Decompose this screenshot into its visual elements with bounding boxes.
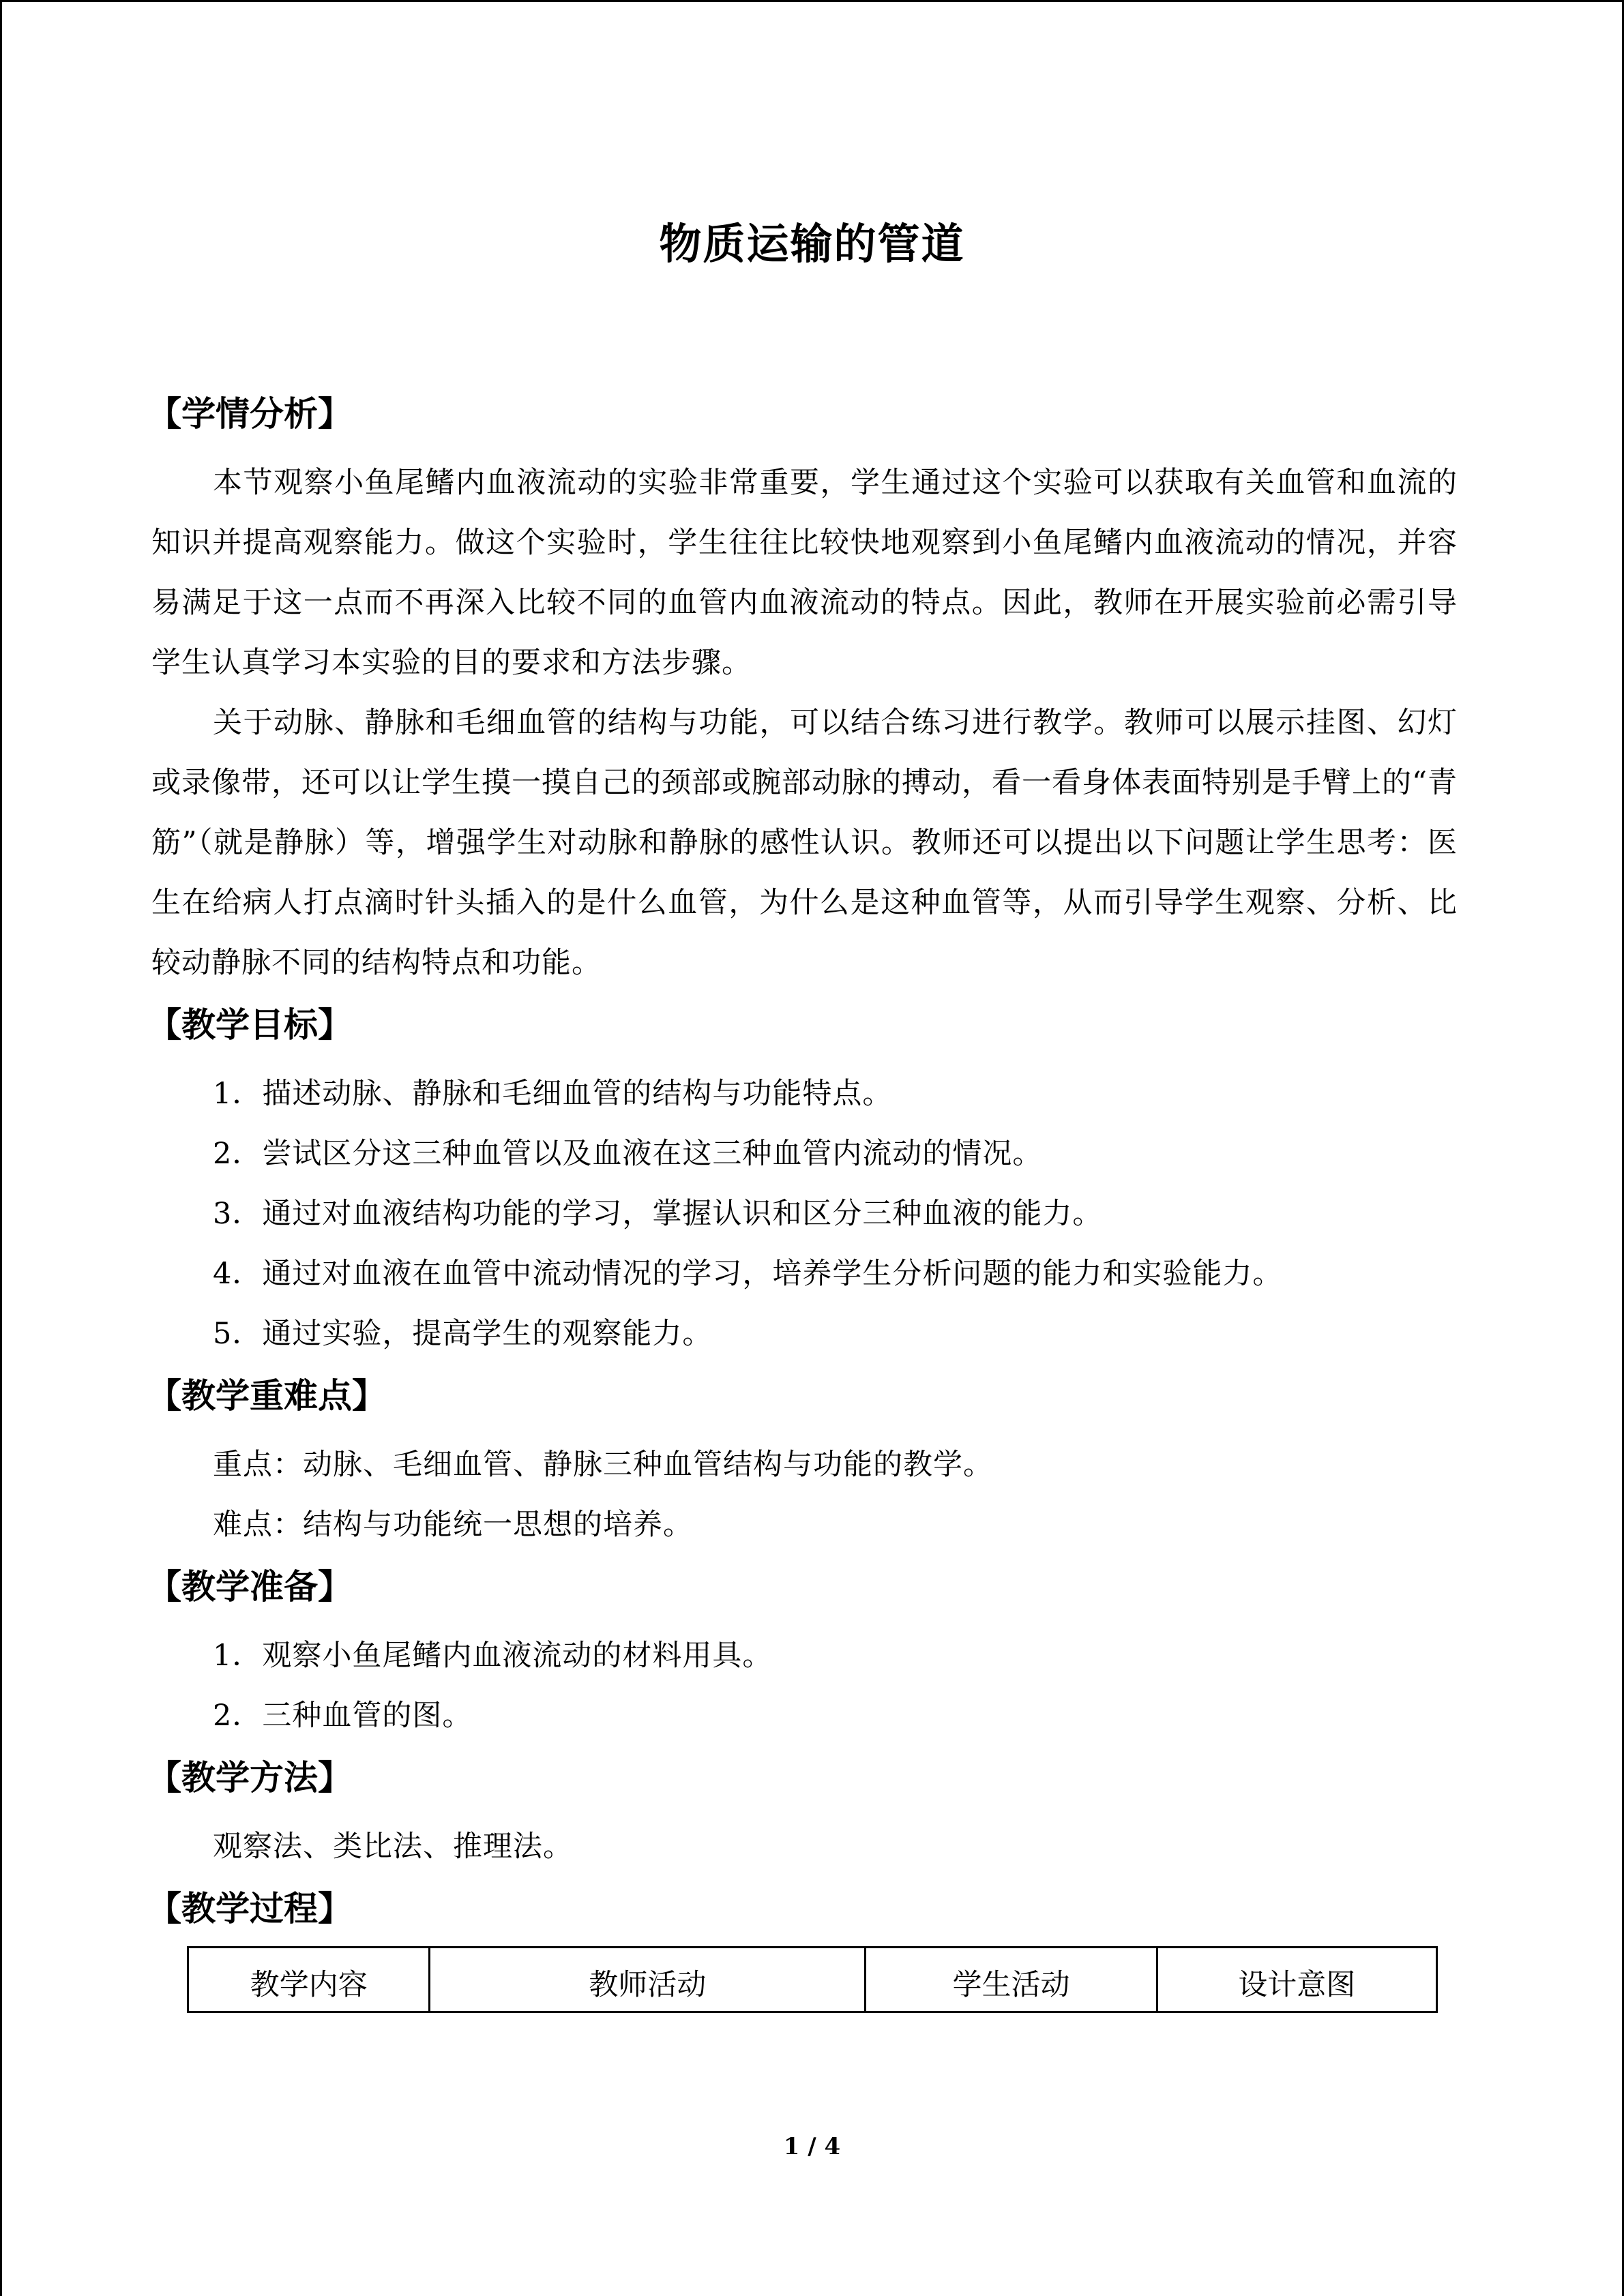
objective-item: 4．通过对血液在血管中流动情况的学习，培养学生分析问题的能力和实验能力。 bbox=[213, 1257, 1283, 1291]
objective-item: 5．通过实验，提高学生的观察能力。 bbox=[213, 1317, 713, 1351]
section-heading-situation: 【学情分析】 bbox=[147, 394, 352, 434]
document-body bbox=[147, 382, 1458, 2013]
section-heading-key-points: 【教学重难点】 bbox=[147, 1376, 386, 1416]
preparation-item: 1．观察小鱼尾鳍内血液流动的材料用具。 bbox=[213, 1639, 773, 1673]
page-border-top bbox=[0, 0, 1624, 2]
section-heading-preparation: 【教学准备】 bbox=[147, 1567, 352, 1607]
table-header-content: 教学内容 bbox=[188, 1948, 430, 2012]
page-border-left bbox=[0, 0, 2, 2296]
process-table bbox=[187, 1946, 1438, 2013]
section-heading-process: 【教学过程】 bbox=[147, 1889, 352, 1928]
table-header-student: 学生活动 bbox=[866, 1948, 1157, 2012]
key-point-item: 难点：结构与功能统一思想的培养。 bbox=[213, 1508, 693, 1542]
table-header-intent: 设计意图 bbox=[1157, 1948, 1436, 2012]
page-number: 1 / 4 bbox=[783, 2133, 841, 2160]
objective-item: 3．通过对血液结构功能的学习，掌握认识和区分三种血液的能力。 bbox=[213, 1197, 1103, 1231]
key-point-item: 重点：动脉、毛细血管、静脉三种血管结构与功能的教学。 bbox=[213, 1448, 993, 1482]
section-heading-methods: 【教学方法】 bbox=[147, 1758, 352, 1798]
table-header-row bbox=[188, 1948, 1437, 2012]
section-heading-objectives: 【教学目标】 bbox=[147, 1005, 352, 1045]
objective-item: 1．描述动脉、静脉和毛细血管的结构与功能特点。 bbox=[213, 1077, 893, 1111]
preparation-item: 2．三种血管的图。 bbox=[213, 1699, 473, 1733]
situation-paragraph: 关于动脉、静脉和毛细血管的结构与功能，可以结合练习进行教学。教师可以展示挂图、幻灯或录像带，还可以让学生摸一摸自己的颈部或腕部动脉的搏动，看一看身体表面特别是手臂上的“青筋”（就是静脉）等，增强学生对动脉和静脉的感性认识。教师还可以提出以下问题让学生思考：医生在给病人打点滴时针头插入的是什么血管，为什么是这种血管等，从而引导学生观察、分析、比较动静脉不同的结构特点和功能。 bbox=[151, 706, 1458, 980]
method-item: 观察法、类比法、推理法。 bbox=[213, 1830, 573, 1864]
document-title: 物质运输的管道 bbox=[659, 219, 965, 269]
objective-item: 2．尝试区分这三种血管以及血液在这三种血管内流动的情况。 bbox=[213, 1137, 1043, 1171]
table-header-teacher: 教师活动 bbox=[430, 1948, 866, 2012]
situation-paragraph: 本节观察小鱼尾鳍内血液流动的实验非常重要，学生通过这个实验可以获取有关血管和血流的知识并提高观察能力。做这个实验时，学生往往比较快地观察到小鱼尾鳍内血液流动的情况，并容易满足于这一点而不再深入比较不同的血管内血液流动的特点。因此，教师在开展实验前必需引导学生认真学习本实验的目的要求和方法步骤。 bbox=[151, 466, 1458, 680]
